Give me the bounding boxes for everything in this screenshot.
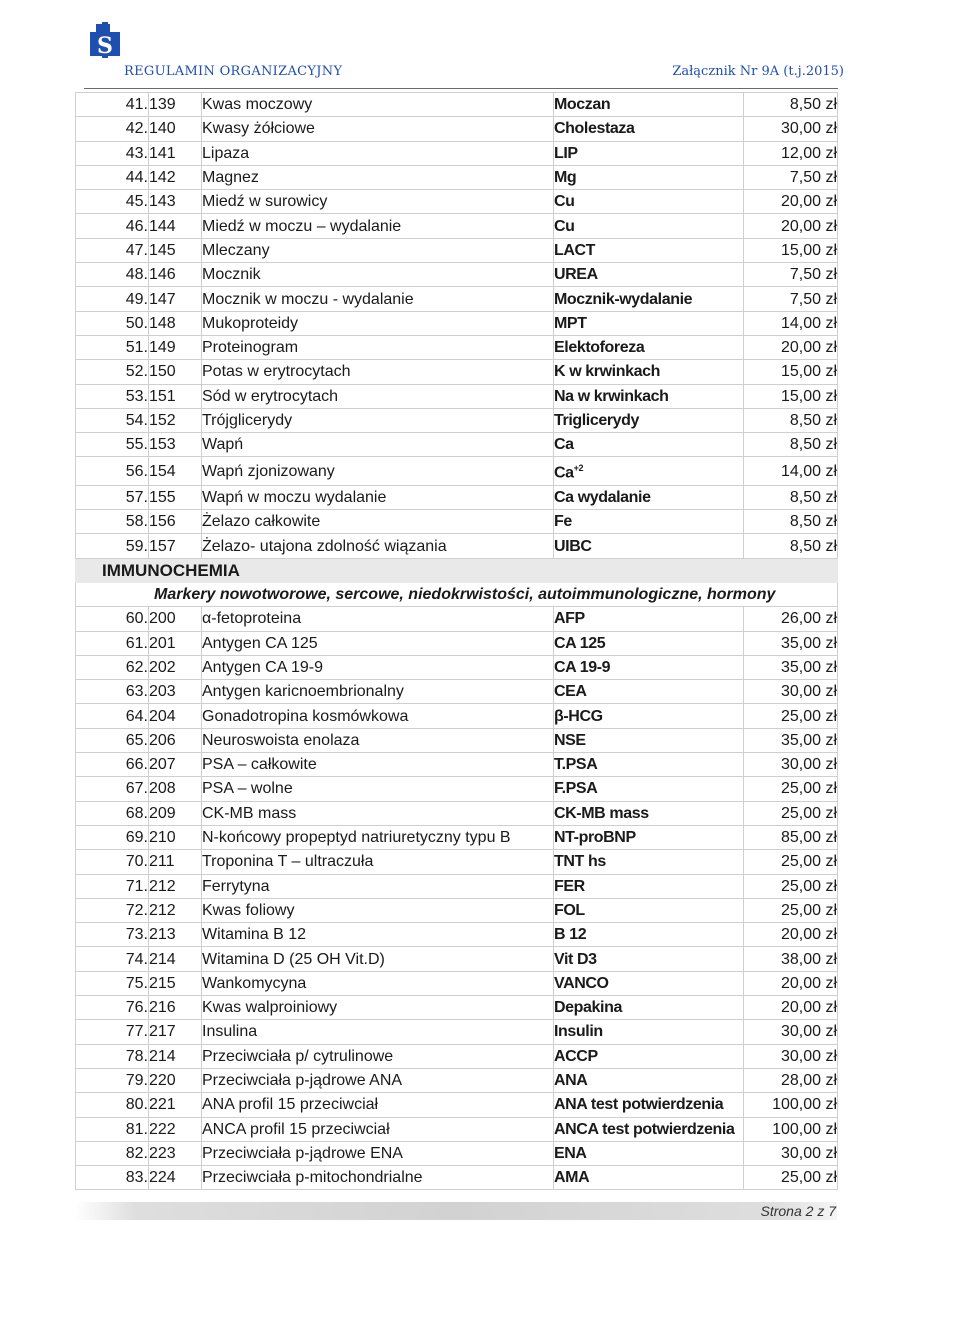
row-price: 7,50 zł xyxy=(744,165,838,189)
table-row xyxy=(76,311,838,335)
table-row xyxy=(76,190,838,214)
row-number: 154 xyxy=(149,457,202,485)
row-test-name: Kwas walproiniowy xyxy=(202,996,554,1020)
row-number: 210 xyxy=(149,825,202,849)
row-price: 20,00 zł xyxy=(744,214,838,238)
row-number: 223 xyxy=(149,1141,202,1165)
row-price: 35,00 zł xyxy=(744,655,838,679)
row-number: 221 xyxy=(149,1093,202,1117)
table-row xyxy=(76,777,838,801)
row-number: 214 xyxy=(149,1044,202,1068)
row-code: MPT xyxy=(554,311,744,335)
table-row xyxy=(76,93,838,117)
table-row xyxy=(76,485,838,509)
table-row xyxy=(76,1093,838,1117)
table-row xyxy=(76,1117,838,1141)
row-code: Moczan xyxy=(554,93,744,117)
row-lp: 69. xyxy=(76,825,149,849)
row-code: Fe xyxy=(554,510,744,534)
row-price: 7,50 zł xyxy=(744,287,838,311)
row-number: 200 xyxy=(149,607,202,631)
row-code: Cu xyxy=(554,190,744,214)
row-lp: 41. xyxy=(76,93,149,117)
table-row xyxy=(76,165,838,189)
row-test-name: Przeciwciała p-jądrowe ENA xyxy=(202,1141,554,1165)
row-number: 220 xyxy=(149,1068,202,1092)
row-price: 25,00 zł xyxy=(744,850,838,874)
row-lp: 43. xyxy=(76,141,149,165)
row-code: Vit D3 xyxy=(554,947,744,971)
table-row xyxy=(76,801,838,825)
row-test-name: Przeciwciała p-jądrowe ANA xyxy=(202,1068,554,1092)
row-test-name: Wankomycyna xyxy=(202,971,554,995)
table-row xyxy=(76,141,838,165)
row-test-name: Trójglicerydy xyxy=(202,408,554,432)
row-lp: 75. xyxy=(76,971,149,995)
table-row xyxy=(76,457,838,485)
table-row xyxy=(76,607,838,631)
row-price: 30,00 zł xyxy=(744,1141,838,1165)
row-test-name: α-fetoproteina xyxy=(202,607,554,631)
row-price: 30,00 zł xyxy=(744,117,838,141)
row-price: 8,50 zł xyxy=(744,408,838,432)
row-lp: 42. xyxy=(76,117,149,141)
row-price: 25,00 zł xyxy=(744,1166,838,1190)
row-lp: 56. xyxy=(76,457,149,485)
row-code: VANCO xyxy=(554,971,744,995)
table-row xyxy=(76,728,838,752)
row-test-name: Mleczany xyxy=(202,238,554,262)
section-row xyxy=(76,558,838,582)
row-test-name: PSA – wolne xyxy=(202,777,554,801)
row-price: 15,00 zł xyxy=(744,360,838,384)
page-number: Strona 2 z 7 xyxy=(760,1203,836,1219)
table-row xyxy=(76,947,838,971)
row-price: 8,50 zł xyxy=(744,534,838,558)
table-row xyxy=(76,923,838,947)
row-code: T.PSA xyxy=(554,753,744,777)
row-lp: 67. xyxy=(76,777,149,801)
row-test-name: Sód w erytrocytach xyxy=(202,384,554,408)
row-test-name: ANCA profil 15 przeciwciał xyxy=(202,1117,554,1141)
row-lp: 81. xyxy=(76,1117,149,1141)
row-number: 153 xyxy=(149,433,202,457)
table-row xyxy=(76,384,838,408)
row-price: 20,00 zł xyxy=(744,190,838,214)
row-number: 213 xyxy=(149,923,202,947)
row-code: FER xyxy=(554,874,744,898)
table-row xyxy=(76,1068,838,1092)
table-row xyxy=(76,117,838,141)
row-test-name: Kwas foliowy xyxy=(202,898,554,922)
row-test-name: Neuroswoista enolaza xyxy=(202,728,554,752)
row-lp: 59. xyxy=(76,534,149,558)
row-lp: 79. xyxy=(76,1068,149,1092)
row-test-name: Kwasy żółciowe xyxy=(202,117,554,141)
row-code: Mg xyxy=(554,165,744,189)
row-lp: 65. xyxy=(76,728,149,752)
row-test-name: ANA profil 15 przeciwciał xyxy=(202,1093,554,1117)
row-price: 14,00 zł xyxy=(744,311,838,335)
row-number: 139 xyxy=(149,93,202,117)
row-lp: 64. xyxy=(76,704,149,728)
row-code: AFP xyxy=(554,607,744,631)
table-row xyxy=(76,335,838,359)
table-row xyxy=(76,1044,838,1068)
subsection-row xyxy=(76,582,838,606)
row-number: 214 xyxy=(149,947,202,971)
row-code: CA 125 xyxy=(554,631,744,655)
row-price: 20,00 zł xyxy=(744,996,838,1020)
subsection-title: Markery nowotworowe, sercowe, niedokrwistości, autoimmunologiczne, hormony xyxy=(76,582,838,606)
row-number: 149 xyxy=(149,335,202,359)
row-test-name: Mocznik xyxy=(202,263,554,287)
row-test-name: N-końcowy propeptyd natriuretyczny typu B xyxy=(202,825,554,849)
row-lp: 82. xyxy=(76,1141,149,1165)
table-row xyxy=(76,680,838,704)
row-lp: 78. xyxy=(76,1044,149,1068)
row-test-name: Ferrytyna xyxy=(202,874,554,898)
row-test-name: Wapń w moczu wydalanie xyxy=(202,485,554,509)
row-lp: 63. xyxy=(76,680,149,704)
row-number: 222 xyxy=(149,1117,202,1141)
row-price: 12,00 zł xyxy=(744,141,838,165)
table-row xyxy=(76,433,838,457)
row-number: 152 xyxy=(149,408,202,432)
row-lp: 52. xyxy=(76,360,149,384)
table-row xyxy=(76,753,838,777)
row-number: 144 xyxy=(149,214,202,238)
row-lp: 45. xyxy=(76,190,149,214)
row-number: 202 xyxy=(149,655,202,679)
footer-bar xyxy=(75,1202,837,1220)
row-code: F.PSA xyxy=(554,777,744,801)
row-test-name: Insulina xyxy=(202,1020,554,1044)
page-header xyxy=(84,20,844,84)
row-test-name: Proteinogram xyxy=(202,335,554,359)
row-code: LIP xyxy=(554,141,744,165)
row-number: 155 xyxy=(149,485,202,509)
row-test-name: Troponina T – ultraczuła xyxy=(202,850,554,874)
annex-label: Załącznik Nr 9A (t.j.2015) xyxy=(672,64,844,79)
table-row xyxy=(76,1166,838,1190)
row-code: Insulin xyxy=(554,1020,744,1044)
row-test-name: Kwas moczowy xyxy=(202,93,554,117)
row-code: Depakina xyxy=(554,996,744,1020)
row-price: 8,50 zł xyxy=(744,485,838,509)
row-code: Elektoforeza xyxy=(554,335,744,359)
row-price: 15,00 zł xyxy=(744,238,838,262)
row-lp: 62. xyxy=(76,655,149,679)
row-code: CA 19-9 xyxy=(554,655,744,679)
price-table xyxy=(75,92,838,1190)
row-test-name: Witamina B 12 xyxy=(202,923,554,947)
szpital-logo-icon xyxy=(88,20,128,70)
row-test-name: Żelazo całkowite xyxy=(202,510,554,534)
table-row xyxy=(76,360,838,384)
row-number: 141 xyxy=(149,141,202,165)
rows-after xyxy=(76,607,838,1190)
row-price: 30,00 zł xyxy=(744,1020,838,1044)
row-code: ANA xyxy=(554,1068,744,1092)
row-price: 20,00 zł xyxy=(744,971,838,995)
row-lp: 61. xyxy=(76,631,149,655)
row-number: 157 xyxy=(149,534,202,558)
row-number: 140 xyxy=(149,117,202,141)
table-row xyxy=(76,1141,838,1165)
row-test-name: Mukoproteidy xyxy=(202,311,554,335)
row-lp: 70. xyxy=(76,850,149,874)
row-code: NT-proBNP xyxy=(554,825,744,849)
table-row xyxy=(76,631,838,655)
row-number: 212 xyxy=(149,898,202,922)
row-code: ANA test potwierdzenia xyxy=(554,1093,744,1117)
table-row xyxy=(76,971,838,995)
table-row xyxy=(76,825,838,849)
row-number: 143 xyxy=(149,190,202,214)
row-code: Cholestaza xyxy=(554,117,744,141)
row-code: Cu xyxy=(554,214,744,238)
row-number: 150 xyxy=(149,360,202,384)
row-number: 156 xyxy=(149,510,202,534)
row-lp: 46. xyxy=(76,214,149,238)
row-test-name: Miedź w surowicy xyxy=(202,190,554,214)
row-code: Triglicerydy xyxy=(554,408,744,432)
row-code: NSE xyxy=(554,728,744,752)
table-row xyxy=(76,510,838,534)
table-row xyxy=(76,898,838,922)
row-number: 216 xyxy=(149,996,202,1020)
row-lp: 66. xyxy=(76,753,149,777)
row-lp: 74. xyxy=(76,947,149,971)
row-lp: 51. xyxy=(76,335,149,359)
table-row xyxy=(76,996,838,1020)
row-lp: 55. xyxy=(76,433,149,457)
row-lp: 83. xyxy=(76,1166,149,1190)
row-number: 208 xyxy=(149,777,202,801)
row-price: 38,00 zł xyxy=(744,947,838,971)
row-price: 7,50 zł xyxy=(744,263,838,287)
row-code: ANCA test potwierdzenia xyxy=(554,1117,744,1141)
row-test-name: CK-MB mass xyxy=(202,801,554,825)
row-test-name: Potas w erytrocytach xyxy=(202,360,554,384)
table-row xyxy=(76,534,838,558)
row-price: 25,00 zł xyxy=(744,874,838,898)
row-number: 145 xyxy=(149,238,202,262)
row-number: 203 xyxy=(149,680,202,704)
row-price: 100,00 zł xyxy=(744,1117,838,1141)
table-row xyxy=(76,238,838,262)
row-number: 146 xyxy=(149,263,202,287)
table-row xyxy=(76,408,838,432)
row-test-name: PSA – całkowite xyxy=(202,753,554,777)
row-code: Ca wydalanie xyxy=(554,485,744,509)
table-row xyxy=(76,850,838,874)
row-price: 26,00 zł xyxy=(744,607,838,631)
row-number: 204 xyxy=(149,704,202,728)
row-lp: 58. xyxy=(76,510,149,534)
row-number: 217 xyxy=(149,1020,202,1044)
table-row xyxy=(76,214,838,238)
table-row xyxy=(76,655,838,679)
row-price: 8,50 zł xyxy=(744,433,838,457)
row-lp: 77. xyxy=(76,1020,149,1044)
row-price: 30,00 zł xyxy=(744,680,838,704)
row-lp: 54. xyxy=(76,408,149,432)
row-price: 25,00 zł xyxy=(744,777,838,801)
row-code: CEA xyxy=(554,680,744,704)
row-test-name: Przeciwciała p/ cytrulinowe xyxy=(202,1044,554,1068)
row-price: 25,00 zł xyxy=(744,704,838,728)
row-code: $Ca^{+2}$ xyxy=(554,457,744,485)
row-code: ENA xyxy=(554,1141,744,1165)
row-price: 28,00 zł xyxy=(744,1068,838,1092)
row-test-name: Wapń xyxy=(202,433,554,457)
row-code: Ca xyxy=(554,433,744,457)
row-price: 30,00 zł xyxy=(744,1044,838,1068)
row-code: CK-MB mass xyxy=(554,801,744,825)
row-price: 14,00 zł xyxy=(744,457,838,485)
row-test-name: Antygen CA 125 xyxy=(202,631,554,655)
svg-text:S: S xyxy=(97,33,113,59)
row-price: 20,00 zł xyxy=(744,335,838,359)
row-test-name: Wapń zjonizowany xyxy=(202,457,554,485)
row-price: 85,00 zł xyxy=(744,825,838,849)
table-row xyxy=(76,704,838,728)
row-code: ACCP xyxy=(554,1044,744,1068)
row-lp: 48. xyxy=(76,263,149,287)
row-price: 8,50 zł xyxy=(744,510,838,534)
row-code: UREA xyxy=(554,263,744,287)
row-code: TNT hs xyxy=(554,850,744,874)
row-test-name: Witamina D (25 OH Vit.D) xyxy=(202,947,554,971)
row-test-name: Mocznik w moczu - wydalanie xyxy=(202,287,554,311)
row-lp: 72. xyxy=(76,898,149,922)
row-code: β-HCG xyxy=(554,704,744,728)
row-code: Na w krwinkach xyxy=(554,384,744,408)
row-price: 20,00 zł xyxy=(744,923,838,947)
row-test-name: Antygen karicnoembrionalny xyxy=(202,680,554,704)
row-price: 30,00 zł xyxy=(744,753,838,777)
row-code: B 12 xyxy=(554,923,744,947)
row-price: 15,00 zł xyxy=(744,384,838,408)
row-code: K w krwinkach xyxy=(554,360,744,384)
row-number: 207 xyxy=(149,753,202,777)
row-test-name: Lipaza xyxy=(202,141,554,165)
row-test-name: Gonadotropina kosmówkowa xyxy=(202,704,554,728)
row-number: 151 xyxy=(149,384,202,408)
row-number: 212 xyxy=(149,874,202,898)
row-number: 215 xyxy=(149,971,202,995)
row-price: 35,00 zł xyxy=(744,728,838,752)
table-row xyxy=(76,263,838,287)
header-divider xyxy=(84,88,838,89)
rows-before xyxy=(76,93,838,559)
row-lp: 60. xyxy=(76,607,149,631)
row-lp: 50. xyxy=(76,311,149,335)
row-number: 211 xyxy=(149,850,202,874)
row-lp: 44. xyxy=(76,165,149,189)
row-number: 224 xyxy=(149,1166,202,1190)
row-lp: 76. xyxy=(76,996,149,1020)
row-code: Mocznik-wydalanie xyxy=(554,287,744,311)
row-code: UIBC xyxy=(554,534,744,558)
row-price: 100,00 zł xyxy=(744,1093,838,1117)
row-test-name: Przeciwciała p-mitochondrialne xyxy=(202,1166,554,1190)
row-test-name: Miedź w moczu – wydalanie xyxy=(202,214,554,238)
row-lp: 73. xyxy=(76,923,149,947)
row-code: LACT xyxy=(554,238,744,262)
row-lp: 49. xyxy=(76,287,149,311)
row-lp: 80. xyxy=(76,1093,149,1117)
row-lp: 47. xyxy=(76,238,149,262)
row-lp: 71. xyxy=(76,874,149,898)
row-test-name: Magnez xyxy=(202,165,554,189)
row-price: 8,50 zł xyxy=(744,93,838,117)
row-price: 35,00 zł xyxy=(744,631,838,655)
row-lp: 68. xyxy=(76,801,149,825)
row-lp: 53. xyxy=(76,384,149,408)
table-row xyxy=(76,1020,838,1044)
table-row xyxy=(76,287,838,311)
row-code: FOL xyxy=(554,898,744,922)
row-lp: 57. xyxy=(76,485,149,509)
row-number: 206 xyxy=(149,728,202,752)
row-price: 25,00 zł xyxy=(744,898,838,922)
row-price: 25,00 zł xyxy=(744,801,838,825)
row-number: 142 xyxy=(149,165,202,189)
row-number: 201 xyxy=(149,631,202,655)
table-row xyxy=(76,874,838,898)
row-number: 148 xyxy=(149,311,202,335)
row-code: AMA xyxy=(554,1166,744,1190)
row-number: 209 xyxy=(149,801,202,825)
row-number: 147 xyxy=(149,287,202,311)
section-title: IMMUNOCHEMIA xyxy=(76,558,838,582)
row-test-name: Żelazo- utajona zdolność wiązania xyxy=(202,534,554,558)
row-test-name: Antygen CA 19-9 xyxy=(202,655,554,679)
org-name: REGULAMIN ORGANIZACYJNY xyxy=(124,64,343,79)
